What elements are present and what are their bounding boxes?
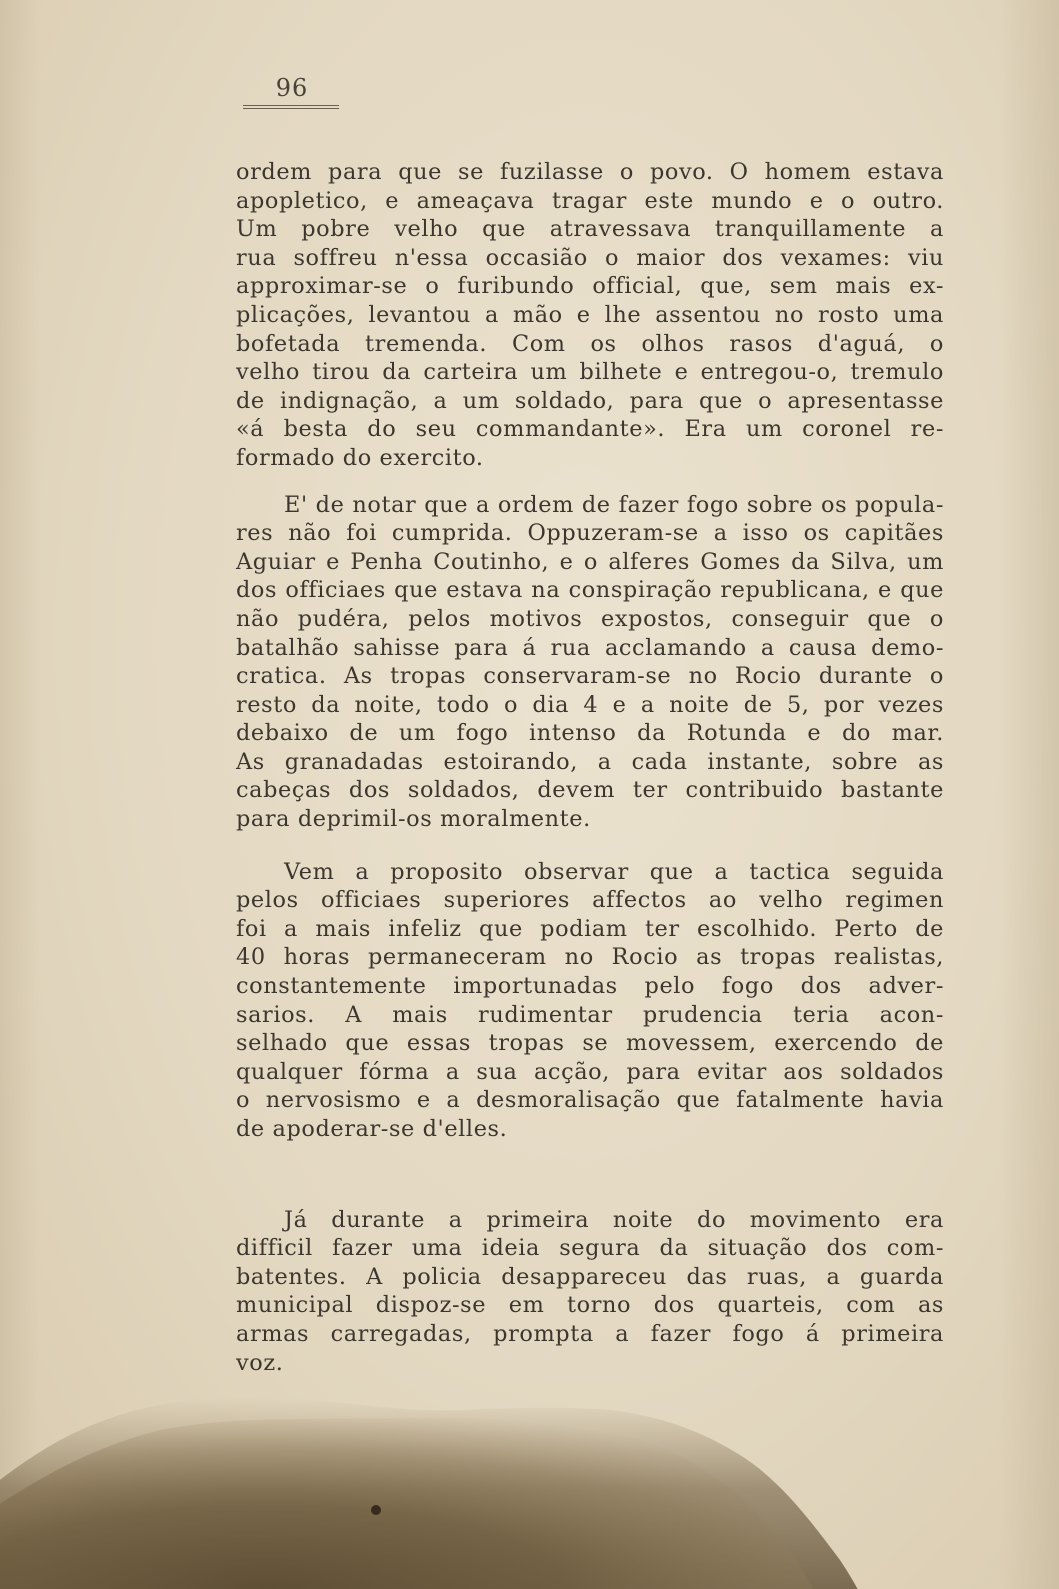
text-line: não pudéra, pelos motivos expostos, conseguir que o: [236, 605, 944, 632]
text-line: debaixo de um fogo intenso da Rotunda e do mar.: [236, 720, 944, 747]
text-line: qualquer fórma a sua acção, para evitar aos soldados: [236, 1058, 944, 1085]
text-line: Já durante a primeira noite do movimento era: [284, 1206, 944, 1233]
text-line: selhado que essas tropas se movessem, exercendo de: [236, 1030, 944, 1057]
text-line: res não foi cumprida. Oppuzeram-se a isso os capitães: [236, 520, 944, 547]
text-line: foi a mais infeliz que podiam ter escolhido. Perto de: [236, 915, 944, 942]
paragraph-spacer: [236, 473, 944, 491]
text-line: cabeças dos soldados, devem ter contribuido bastante: [236, 777, 944, 804]
page-edge-shadow-right: [999, 0, 1059, 1589]
text-line: batalhão sahisse para á rua acclamando a causa demo-: [236, 634, 944, 661]
text-line: armas carregadas, prompta a fazer fogo á primeira: [236, 1320, 944, 1347]
text-line: Um pobre velho que atravessava tranquillamente a: [236, 216, 944, 243]
page-number: 96: [275, 74, 309, 102]
text-line: Aguiar e Penha Coutinho, e o alferes Gomes da Silva, um: [236, 548, 944, 575]
paragraph-4: [236, 1206, 944, 1378]
text-line: formado do exercito.: [236, 444, 484, 471]
paragraph-1: [236, 158, 944, 473]
text-line: difficil fazer uma ideia segura da situação dos com-: [236, 1235, 944, 1262]
text-line: plicações, levantou a mão e lhe assentou no rosto uma: [236, 301, 944, 328]
text-line: 40 horas permaneceram no Rocio as tropas realistas,: [236, 944, 944, 971]
body-text: [236, 158, 944, 1377]
text-line: o nervosismo e a desmoralisação que fatalmente havia: [236, 1087, 944, 1114]
page-edge-shadow-left: [0, 0, 40, 1589]
text-line: Vem a proposito observar que a tactica seguida: [284, 858, 944, 885]
text-line: dos officiaes que estava na conspiração republicana, e que: [236, 577, 944, 604]
water-stain: [0, 1360, 1059, 1589]
paragraph-spacer: [236, 834, 944, 858]
page-number-rule: [243, 105, 339, 109]
text-line: rua soffreu n'essa occasião o maior dos vexames: viu: [236, 244, 944, 271]
text-line: voz.: [236, 1349, 284, 1376]
paragraph-spacer: [236, 1144, 944, 1206]
text-line: ordem para que se fuzilasse o povo. O homem estava: [236, 159, 944, 185]
text-line: As granadadas estoirando, a cada instante, sobre as: [236, 748, 944, 775]
text-line: sarios. A mais rudimentar prudencia teria acon-: [236, 1001, 944, 1028]
text-line: para deprimil-os moralmente.: [236, 806, 591, 833]
paragraph-3: [236, 858, 944, 1144]
text-line: resto da noite, todo o dia 4 e a noite de 5, por vezes: [236, 691, 944, 718]
text-line: cratica. As tropas conservaram-se no Rocio durante o: [236, 663, 944, 690]
paragraph-2: [236, 491, 944, 834]
text-line: de apoderar-se d'elles.: [236, 1116, 508, 1142]
text-line: approximar-se o furibundo official, que, sem mais ex-: [236, 273, 944, 300]
text-line: pelos officiaes superiores affectos ao velho regimen: [236, 887, 944, 914]
text-line: bofetada tremenda. Com os olhos rasos d'aguá, o: [236, 330, 944, 357]
text-line: E' de notar que a ordem de fazer fogo sobre os popula-: [284, 491, 944, 518]
text-line: municipal dispoz-se em torno dos quarteis, com as: [236, 1292, 944, 1319]
text-line: «á besta do seu commandante». Era um coronel re-: [236, 416, 944, 443]
text-line: constantemente importunadas pelo fogo dos adver-: [236, 973, 944, 1000]
text-line: de indignação, a um soldado, para que o apresentasse: [236, 387, 944, 414]
text-line: velho tirou da carteira um bilhete e entregou-o, tremulo: [236, 359, 944, 386]
text-line: apopletico, e ameaçava tragar este mundo e o outro.: [236, 187, 944, 214]
text-line: batentes. A policia desappareceu das ruas, a guarda: [236, 1263, 944, 1290]
